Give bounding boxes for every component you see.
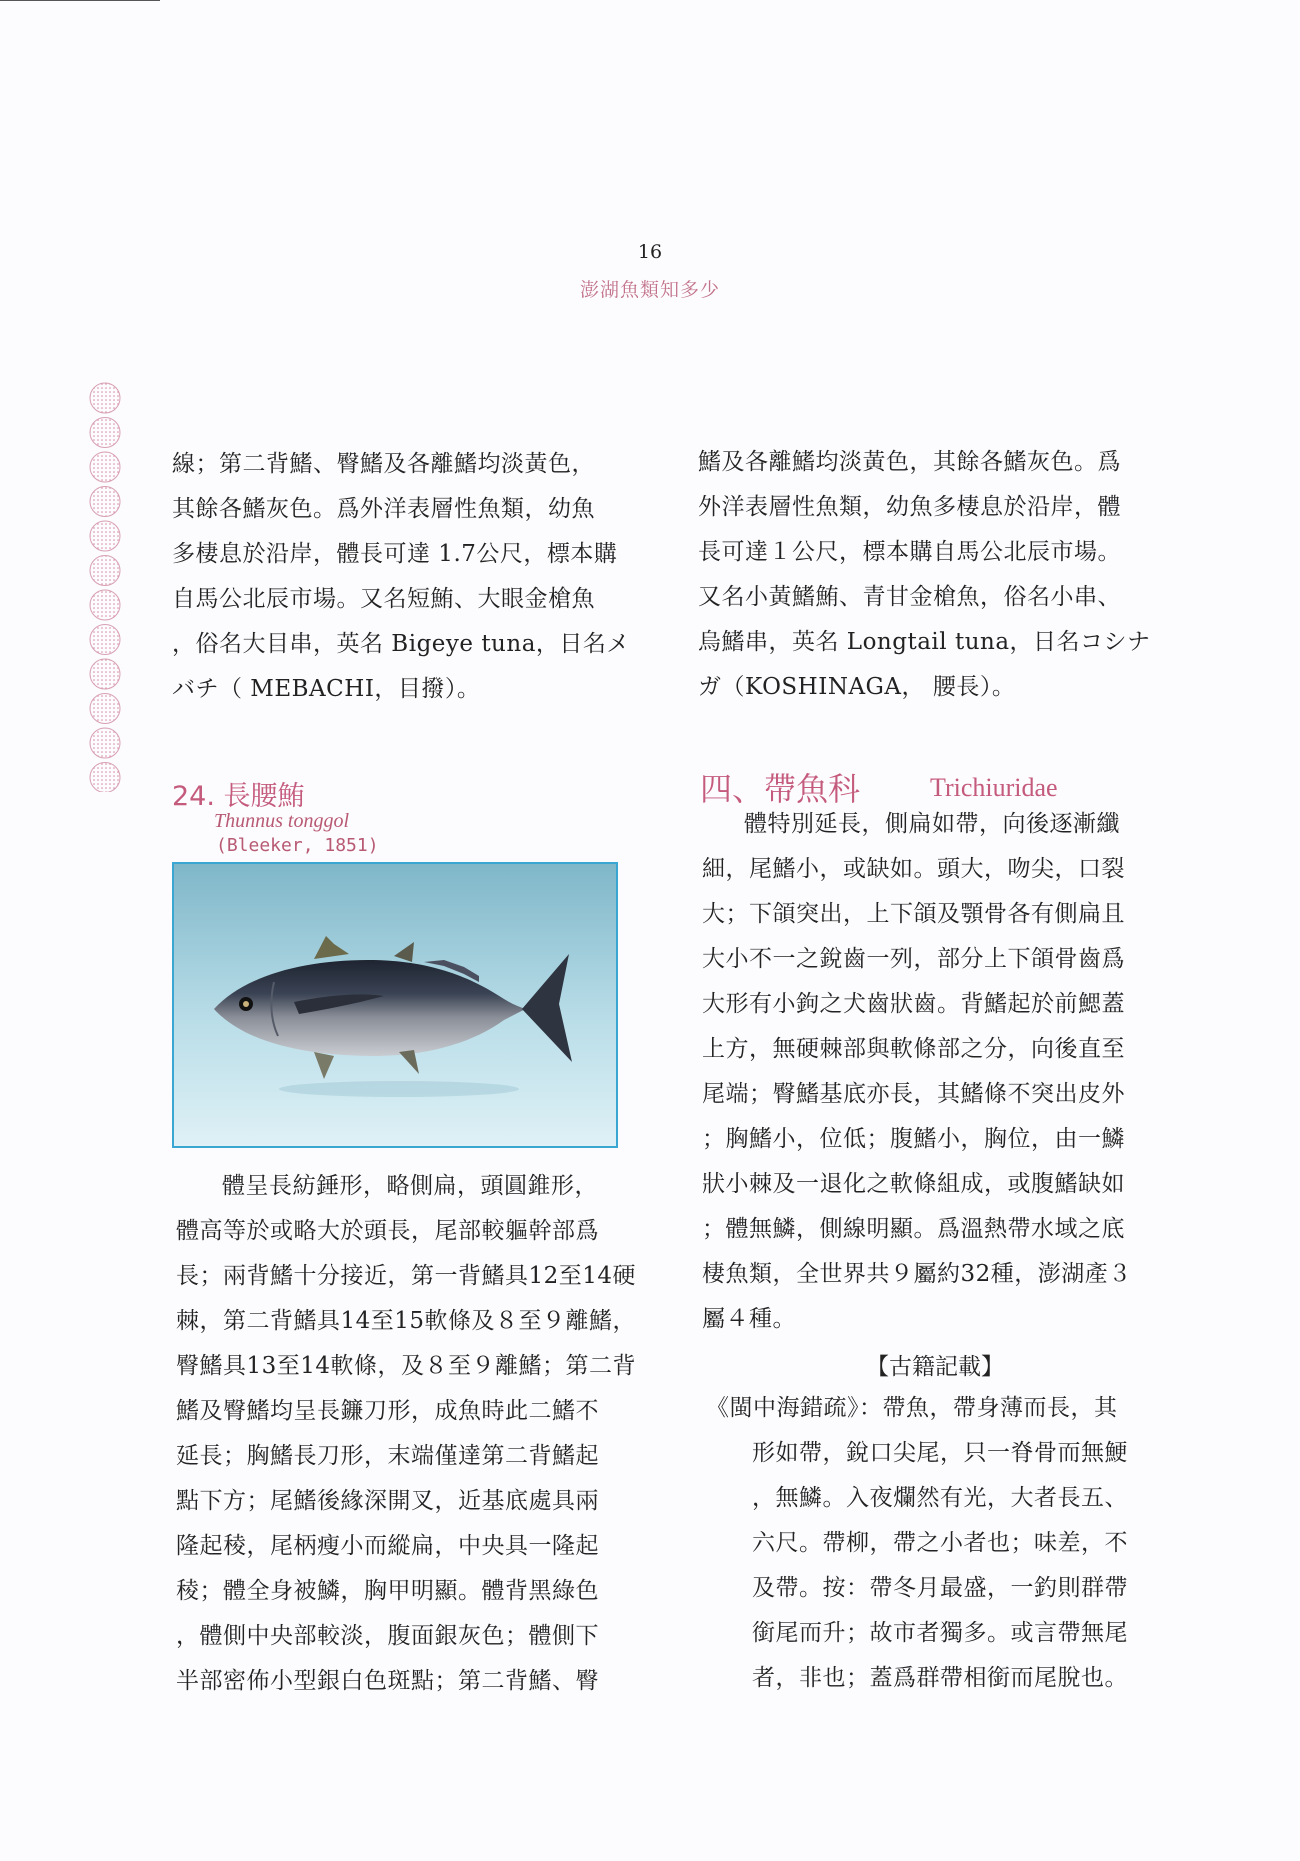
text-line: ，無鱗。入夜爛然有光，大者長五、	[752, 1485, 1128, 1511]
text-line: 大；下頜突出，上下頜及顎骨各有側扁且	[702, 901, 1125, 927]
species-scientific-name: Thunnus tonggol	[214, 810, 350, 832]
text-line: 《閩中海錯疏》：帶魚，帶身薄而長，其	[706, 1395, 1118, 1421]
ornament-circle	[90, 590, 120, 620]
text-line: 者，非也；蓋爲群帶相銜而尾脫也。	[752, 1665, 1128, 1691]
text-line: 自馬公北辰市場。又名短鮪、大眼金槍魚	[172, 586, 595, 612]
text-line: ，體側中央部較淡，腹面銀灰色；體側下	[176, 1623, 599, 1649]
tuna-illustration-icon	[174, 864, 616, 1146]
text-line: 大形有小鉤之犬齒狀齒。背鰭起於前鰓蓋	[702, 991, 1125, 1017]
ornament-circle	[90, 521, 120, 551]
text-line: 棲魚類，全世界共９屬約32種，澎湖產３	[702, 1261, 1132, 1287]
ornament-circle	[90, 728, 120, 758]
family-latin-name: Trichiuridae	[930, 773, 1058, 802]
text-line: ；體無鱗，側線明顯。爲溫熱帶水域之底	[702, 1216, 1125, 1242]
text-line: 體特別延長，側扁如帶，向後逐漸纖	[744, 811, 1120, 837]
text-line: 銜尾而升；故市者獨多。或言帶無尾	[752, 1620, 1128, 1646]
text-line: 鰭及臀鰭均呈長鐮刀形，成魚時此二鰭不	[176, 1398, 599, 1424]
text-line: 其餘各鰭灰色。爲外洋表層性魚類，幼魚	[172, 496, 595, 522]
ornament-circle	[90, 694, 120, 724]
page-number: 16	[637, 241, 663, 263]
text-line: 多棲息於沿岸，體長可達 1.7公尺，標本購	[172, 541, 618, 567]
text-line: 臀鰭具13至14軟條，及８至９離鰭；第二背	[176, 1353, 637, 1379]
text-line: 又名小黃鰭鮪、青甘金槍魚，俗名小串、	[698, 584, 1121, 610]
text-line: ，俗名大目串，英名 Bigeye tuna，日名メ	[172, 631, 630, 657]
species-authority: (Bleeker, 1851)	[216, 835, 379, 856]
text-line: 隆起稜，尾柄瘦小而縱扁，中央具一隆起	[176, 1533, 599, 1559]
text-line: 尾端；臀鰭基底亦長，其鰭條不突出皮外	[702, 1081, 1125, 1107]
classics-heading: 【古籍記載】	[866, 1354, 1004, 1380]
text-line: 棘，第二背鰭具14至15軟條及８至９離鰭，	[176, 1308, 637, 1334]
ornament-circle	[90, 487, 120, 517]
ornament-circle	[90, 452, 120, 482]
text-line: ガ（KOSHINAGA， 腰長）。	[698, 674, 1016, 700]
text-line: 上方，無硬棘部與軟條部之分，向後直至	[702, 1036, 1125, 1062]
text-line: バチ（ MEBACHI，目撥）。	[172, 676, 481, 702]
family-heading: 四、帶魚科	[700, 770, 861, 808]
text-line: 延長；胸鰭長刀形，末端僅達第二背鰭起	[176, 1443, 599, 1469]
text-line: ；胸鰭小，位低；腹鰭小，胸位，由一鱗	[702, 1126, 1125, 1152]
ornament-circle	[90, 418, 120, 448]
text-line: 及帶。按：帶冬月最盛，一釣則群帶	[752, 1575, 1128, 1601]
text-line: 鰭及各離鰭均淡黃色，其餘各鰭灰色。爲	[698, 449, 1121, 475]
text-line: 稜；體全身被鱗，胸甲明顯。體背黑綠色	[176, 1578, 599, 1604]
header-rule	[0, 0, 160, 1]
ornament-circle	[90, 383, 120, 413]
text-line: 狀小棘及一退化之軟條組成，或腹鰭缺如	[702, 1171, 1125, 1197]
text-line: 細，尾鰭小，或缺如。頭大，吻尖，口裂	[702, 856, 1125, 882]
species-heading: 24. 長腰鮪	[172, 781, 305, 812]
text-line: 體呈長紡錘形，略側扁，頭圓錐形，	[222, 1173, 598, 1199]
text-line: 屬４種。	[702, 1306, 796, 1332]
fish-photo	[172, 862, 618, 1148]
text-line: 點下方；尾鰭後緣深開叉，近基底處具兩	[176, 1488, 599, 1514]
running-title: 澎湖魚類知多少	[579, 279, 720, 301]
text-line: 體高等於或略大於頭長，尾部較軀幹部爲	[176, 1218, 599, 1244]
margin-ornament-icon	[88, 382, 122, 792]
text-line: 長可達１公尺，標本購自馬公北辰市場。	[698, 539, 1121, 565]
ornament-circle	[90, 625, 120, 655]
ornament-circle	[90, 763, 120, 793]
ornament-circle	[90, 556, 120, 586]
text-line: 外洋表層性魚類，幼魚多棲息於沿岸，體	[698, 494, 1121, 520]
text-line: 形如帶，銳口尖尾，只一脊骨而無鯁	[752, 1440, 1128, 1466]
text-line: 大小不一之銳齒一列，部分上下頜骨齒爲	[702, 946, 1125, 972]
text-line: 長；兩背鰭十分接近，第一背鰭具12至14硬	[176, 1263, 637, 1289]
ornament-circle	[90, 659, 120, 689]
text-line: 烏鰭串，英名 Longtail tuna，日名コシナ	[698, 629, 1151, 655]
text-line: 線；第二背鰭、臀鰭及各離鰭均淡黃色，	[172, 451, 595, 477]
text-line: 半部密佈小型銀白色斑點；第二背鰭、臀	[176, 1668, 599, 1694]
text-line: 六尺。帶柳，帶之小者也；味差，不	[752, 1530, 1128, 1556]
